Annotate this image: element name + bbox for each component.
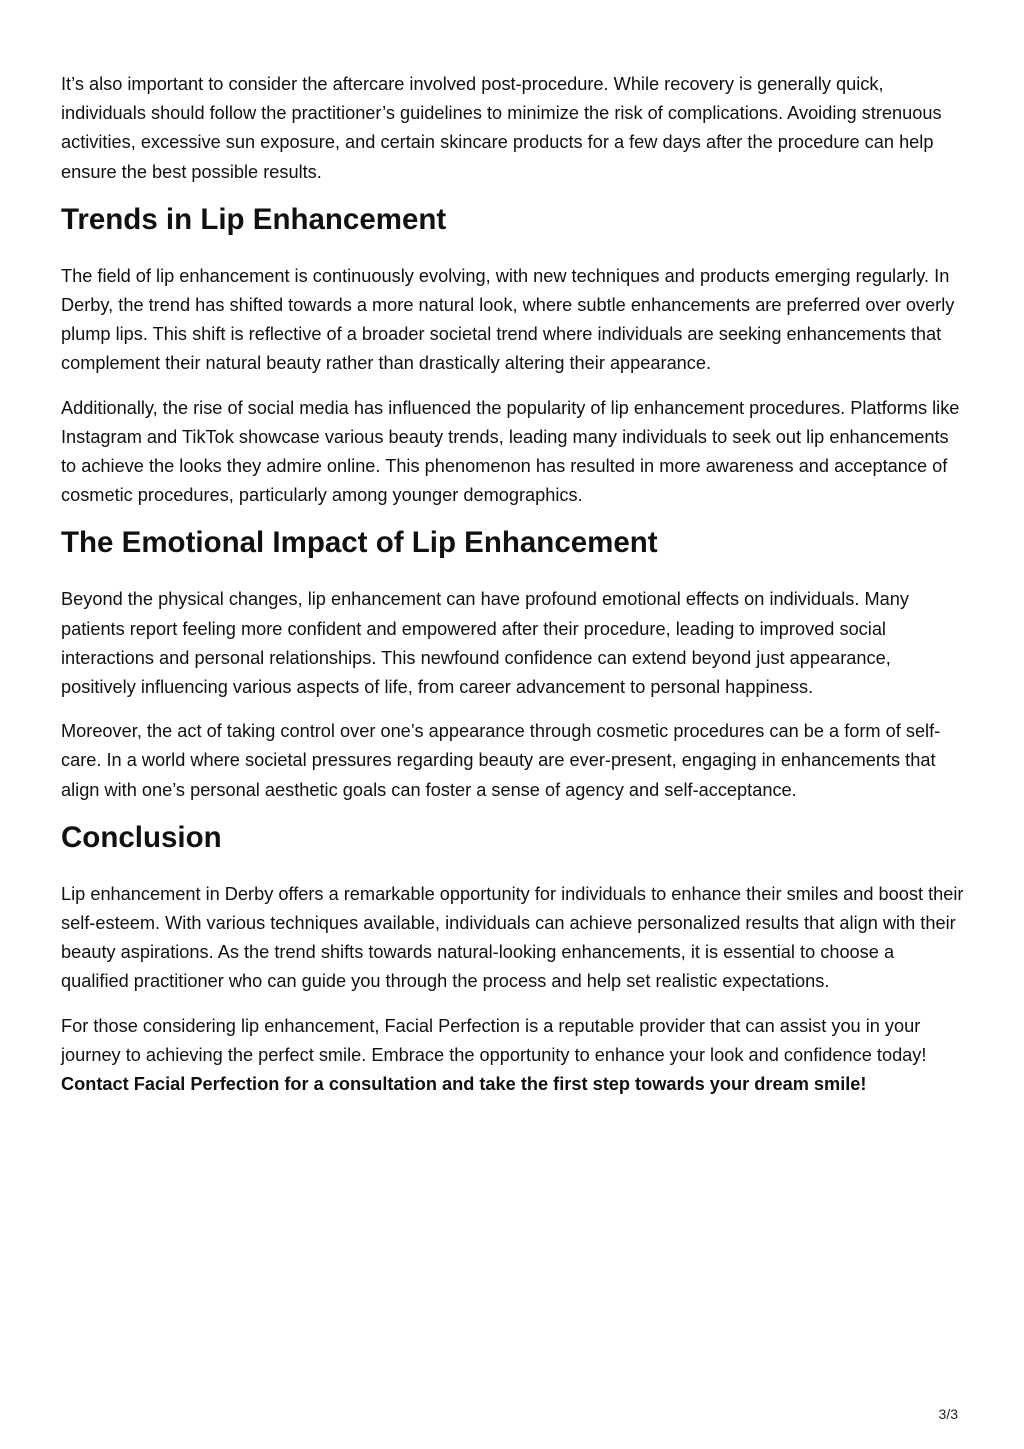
emotional-impact-section xyxy=(61,525,966,804)
closing-paragraph-text: For those considering lip enhancement, Facial Perfection is a reputable provider that can assist you in your journey to achieving the perfect smile. Embrace the opportunity to enhance your look and confidence today! xyxy=(61,1015,927,1065)
closing-call-to-action: Contact Facial Perfection for a consultation and take the first step towards your dream smile! xyxy=(61,1074,867,1095)
intro-paragraph: It’s also important to consider the aftercare involved post-procedure. While recovery is generally quick, individuals should follow the practitioner’s guidelines to minimize the risk of complications. Avoiding strenuous activities, excessive sun exposure, and certain skincare products for a few days after the procedure can help ensure the best possible results. xyxy=(61,74,942,182)
conclusion-heading: Conclusion xyxy=(61,820,222,854)
trends-paragraph-2: Additionally, the rise of social media has influenced the popularity of lip enhancement procedures. Platforms like Instagram and TikTok showcase various beauty trends, leading many individuals to seek out lip enhancements to achieve the looks they admire online. This phenomenon has resulted in more awareness and acceptance of cosmetic procedures, particularly among younger demographics. xyxy=(61,397,960,506)
closing-paragraph xyxy=(61,1012,966,1100)
emotional-impact-heading: The Emotional Impact of Lip Enhancement xyxy=(61,526,658,560)
trends-heading: Trends in Lip Enhancement xyxy=(61,202,447,236)
conclusion-section xyxy=(61,820,966,1099)
page-number: 3/3 xyxy=(938,1406,958,1422)
document-page xyxy=(61,70,966,1114)
emotional-impact-paragraph-1: Beyond the physical changes, lip enhancement can have profound emotional effects on individuals. Many patients report feeling more confident and empowered after their procedure, leading to improved social interactions and personal relationships. This newfound confidence can extend beyond just appearance, positively influencing various aspects of life, from career advancement to personal happiness. xyxy=(61,589,909,698)
trends-paragraph-1: The field of lip enhancement is continuously evolving, with new techniques and products emerging regularly. In Derby, the trend has shifted towards a more natural look, where subtle enhancements are preferred over overly plump lips. This shift is reflective of a broader societal trend where individuals are seeking enhancements that complement their natural beauty rather than drastically altering their appearance. xyxy=(61,265,955,374)
trends-section xyxy=(61,202,966,511)
conclusion-paragraph-1: Lip enhancement in Derby offers a remarkable opportunity for individuals to enhance their smiles and boost their self-esteem. With various techniques available, individuals can achieve personalized results that align with their beauty aspirations. As the trend shifts towards natural-looking enhancements, it is essential to choose a qualified practitioner who can guide you through the process and help set realistic expectations. xyxy=(61,883,964,992)
emotional-impact-paragraph-2: Moreover, the act of taking control over one’s appearance through cosmetic procedures can be a form of self-care. In a world where societal pressures regarding beauty are ever-present, engaging in enhancements that align with one’s personal aesthetic goals can foster a sense of agency and self-acceptance. xyxy=(61,721,941,800)
